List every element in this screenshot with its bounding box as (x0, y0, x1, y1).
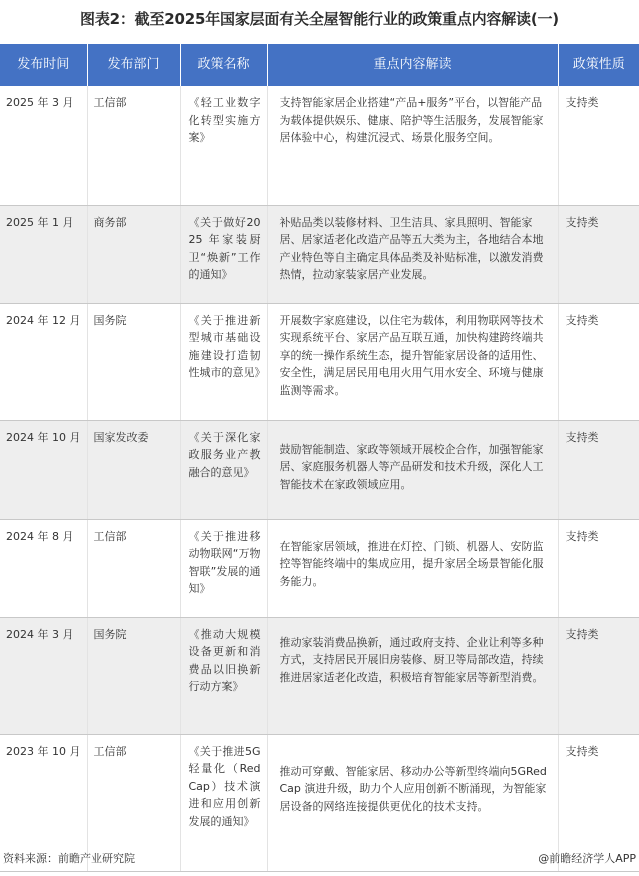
table-header-row (0, 44, 639, 86)
cell-nature: 支持类 (558, 734, 639, 871)
cell-nature: 支持类 (558, 519, 639, 617)
cell-nature: 支持类 (558, 205, 639, 303)
cell-date: 2025 年 1 月 (0, 205, 87, 303)
footer (0, 847, 639, 869)
cell-content: 推动家装消费品换新，通过政府支持、企业让利等多种方式，支持居民开展旧房装修、厨卫等局部改造，持续推进居家适老化改造，积极培育智能家居等新型消费。 (267, 617, 558, 734)
cell-policy-name: 《轻工业数字化转型实施方案》 (180, 86, 267, 205)
table-row (0, 519, 639, 617)
cell-dept: 国家发改委 (87, 420, 180, 519)
cell-dept: 商务部 (87, 205, 180, 303)
cell-policy-name: 《关于深化家政服务业产教融合的意见》 (180, 420, 267, 519)
chart-title: 图表2：截至2025年国家层面有关全屋智能行业的政策重点内容解读(一) (80, 10, 559, 28)
brand-credit: @前瞻经济学人APP (538, 852, 636, 865)
cell-policy-name: 《推动大规模设备更新和消费品以旧换新行动方案》 (180, 617, 267, 734)
cell-dept: 国务院 (87, 303, 180, 420)
cell-dept: 工信部 (87, 519, 180, 617)
table-row (0, 86, 639, 205)
cell-policy-name: 《关于推进新型城市基础设施建设打造韧性城市的意见》 (180, 303, 267, 420)
cell-date: 2025 年 3 月 (0, 86, 87, 205)
cell-date: 2023 年 10 月 (0, 734, 87, 871)
header-date: 发布时间 (0, 44, 87, 86)
cell-content: 开展数字家庭建设，以住宅为载体，利用物联网等技术实现系统平台、家居产品互联互通，加快构建跨终端共享的统一操作系统生态，提升智能家居设备的适用性、安全性，满足居民用电用火用气用水安全、环境与健康监测等需求。 (267, 303, 558, 420)
cell-dept: 工信部 (87, 734, 180, 871)
cell-dept: 工信部 (87, 86, 180, 205)
cell-content: 在智能家居领域，推进在灯控、门锁、机器人、安防监控等智能终端中的集成应用，提升家居全场景智能化服务能力。 (267, 519, 558, 617)
cell-date: 2024 年 12 月 (0, 303, 87, 420)
cell-date: 2024 年 8 月 (0, 519, 87, 617)
cell-policy-name: 《关于推进5G 轻量化（RedCap）技术演进和应用创新发展的通知》 (180, 734, 267, 871)
header-policy-name: 政策名称 (180, 44, 267, 86)
cell-policy-name: 《关于推进移动物联网“万物智联”发展的通知》 (180, 519, 267, 617)
header-nature: 政策性质 (558, 44, 639, 86)
table-row (0, 205, 639, 303)
header-dept: 发布部门 (87, 44, 180, 86)
cell-dept: 国务院 (87, 617, 180, 734)
cell-content: 补贴品类以装修材料、卫生洁具、家具照明、智能家居、居家适老化改造产品等五大类为主，各地结合本地产业特色等自主确定具体品类及补贴标准，以激发消费热情，拉动家装家居产业发展。 (267, 205, 558, 303)
cell-content: 支持智能家居企业搭建“产品+服务”平台，以智能产品为载体提供娱乐、健康、陪护等生活服务，发展智能家居体验中心，构建沉浸式、场景化服务空间。 (267, 86, 558, 205)
cell-nature: 支持类 (558, 303, 639, 420)
table-row (0, 617, 639, 734)
table-row (0, 303, 639, 420)
source-note: 资料来源：前瞻产业研究院 (3, 852, 135, 865)
cell-nature: 支持类 (558, 86, 639, 205)
cell-content: 推动可穿戴、智能家居、移动办公等新型终端向5GRedCap 演进升级，助力个人应用创新不断涌现，为智能家居设备的网络连接提供更优化的技术支持。 (267, 734, 558, 871)
policy-table (0, 44, 639, 872)
cell-nature: 支持类 (558, 617, 639, 734)
table-row (0, 420, 639, 519)
header-key-content: 重点内容解读 (267, 44, 558, 86)
cell-content: 鼓励智能制造、家政等领域开展校企合作，加强智能家居、家庭服务机器人等产品研发和技术升级，深化人工智能技术在家政领域应用。 (267, 420, 558, 519)
cell-date: 2024 年 10 月 (0, 420, 87, 519)
cell-date: 2024 年 3 月 (0, 617, 87, 734)
cell-policy-name: 《关于做好2025 年家装厨卫“焕新”工作的通知》 (180, 205, 267, 303)
cell-nature: 支持类 (558, 420, 639, 519)
